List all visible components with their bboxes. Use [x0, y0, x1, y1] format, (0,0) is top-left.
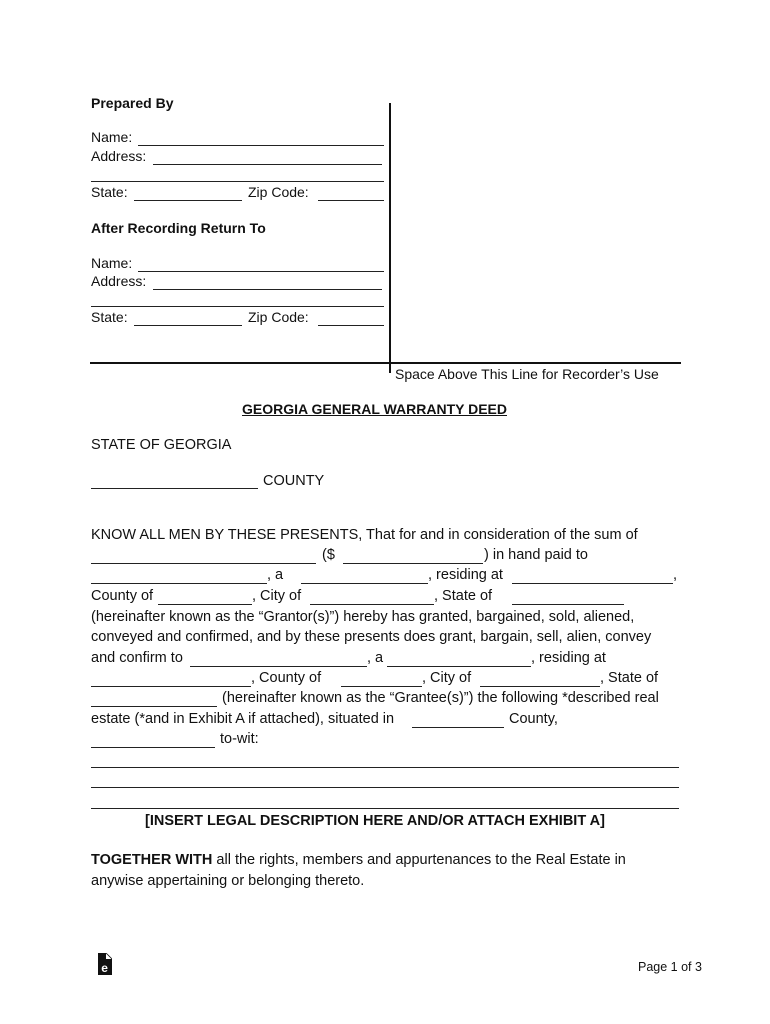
return-to-state-field[interactable]: [134, 325, 242, 326]
body-line-3a: , a: [267, 567, 284, 583]
body-line-8a: , County of: [251, 670, 322, 686]
page-number: Page 1 of 3: [638, 960, 702, 974]
grantee-address-field[interactable]: [91, 686, 251, 687]
body-line-10b: County,: [509, 711, 558, 727]
grantor-type-field[interactable]: [301, 583, 428, 584]
prepared-by-state-label: State:: [91, 184, 128, 200]
recorder-box-vertical-line: [389, 103, 391, 373]
property-locality-field[interactable]: [91, 747, 215, 748]
svg-text:e: e: [101, 961, 108, 975]
county-name-field[interactable]: [91, 488, 258, 489]
prepared-by-name-label: Name:: [91, 129, 133, 145]
grantee-state-field[interactable]: [91, 706, 217, 707]
prepared-by-heading: Prepared By: [91, 95, 174, 111]
grantee-name-field[interactable]: [190, 666, 367, 667]
body-line-4c: , State of: [434, 588, 493, 604]
grantor-city-field[interactable]: [310, 604, 434, 605]
state-line: STATE OF GEORGIA: [91, 437, 232, 453]
body-line-3c: ,: [673, 567, 678, 583]
return-to-name-label: Name:: [91, 255, 133, 271]
amount-field[interactable]: [343, 563, 483, 564]
grantor-name-field[interactable]: [91, 583, 267, 584]
together-with-bold: TOGETHER WITH: [91, 852, 213, 868]
body-line-11: to-wit:: [220, 731, 259, 747]
return-to-address-line2-field[interactable]: [91, 306, 384, 307]
body-line-4a: County of: [91, 588, 154, 604]
body-line-4b: , City of: [252, 588, 302, 604]
return-to-heading: After Recording Return To: [91, 220, 266, 236]
grantee-county-field[interactable]: [341, 686, 422, 687]
prepared-by-address-label: Address:: [91, 148, 147, 164]
grantor-consideration-field[interactable]: [91, 563, 316, 564]
prepared-by-address-line2-field[interactable]: [91, 181, 384, 182]
body-line-1: KNOW ALL MEN BY THESE PRESENTS, That for and in consideration of the sum of: [91, 527, 638, 543]
grantor-address-field[interactable]: [512, 583, 673, 584]
body-line-8c: , State of: [600, 670, 659, 686]
body-line-10a: estate (*and in Exhibit A if attached), situated in: [91, 711, 395, 727]
together-with-line-1: [91, 852, 626, 868]
body-line-9: (hereinafter known as the “Grantee(s)”) the following *described real: [222, 690, 659, 706]
together-with-rest: all the rights, members and appurtenances to the Real Estate in: [212, 852, 626, 868]
recorder-box-horizontal-line: [90, 362, 681, 364]
page-title: GEORGIA GENERAL WARRANTY DEED: [242, 401, 507, 417]
body-line-6: conveyed and confirmed, and by these presents does grant, bargain, sell, alien, convey: [91, 629, 652, 645]
property-county-field[interactable]: [412, 727, 504, 728]
body-line-2b: ) in hand paid to: [484, 547, 588, 563]
body-line-7c: , residing at: [531, 650, 606, 666]
grantor-county-field[interactable]: [158, 604, 252, 605]
legal-description-line-1[interactable]: [91, 767, 679, 768]
prepared-by-state-field[interactable]: [134, 200, 242, 201]
prepared-by-zip-label: Zip Code:: [248, 184, 309, 200]
legal-description-line-3[interactable]: [91, 808, 679, 809]
eforms-logo-icon: [96, 953, 112, 975]
body-line-8b: , City of: [422, 670, 472, 686]
grantee-city-field[interactable]: [480, 686, 600, 687]
prepared-by-address-field[interactable]: [153, 164, 382, 165]
legal-description-heading: [INSERT LEGAL DESCRIPTION HERE AND/OR ATTACH EXHIBIT A]: [145, 813, 605, 829]
grantee-type-field[interactable]: [387, 666, 531, 667]
body-line-2a: ($: [322, 547, 335, 563]
return-to-zip-label: Zip Code:: [248, 309, 309, 325]
recorder-note: Space Above This Line for Recorder’s Use: [395, 366, 659, 382]
body-line-3b: , residing at: [428, 567, 503, 583]
return-to-state-label: State:: [91, 309, 128, 325]
county-label: COUNTY: [263, 473, 325, 489]
legal-description-line-2[interactable]: [91, 787, 679, 788]
prepared-by-zip-field[interactable]: [318, 200, 384, 201]
together-with-line-2: anywise appertaining or belonging thereto.: [91, 873, 365, 889]
return-to-zip-field[interactable]: [318, 325, 384, 326]
return-to-name-field[interactable]: [138, 271, 384, 272]
body-line-5: (hereinafter known as the “Grantor(s)”) hereby has granted, bargained, sold, aliened,: [91, 609, 635, 625]
body-line-7a: and confirm to: [91, 650, 183, 666]
prepared-by-name-field[interactable]: [138, 145, 384, 146]
return-to-address-label: Address:: [91, 273, 147, 289]
return-to-address-field[interactable]: [153, 289, 382, 290]
grantor-state-field[interactable]: [512, 604, 624, 605]
body-line-7b: , a: [367, 650, 384, 666]
